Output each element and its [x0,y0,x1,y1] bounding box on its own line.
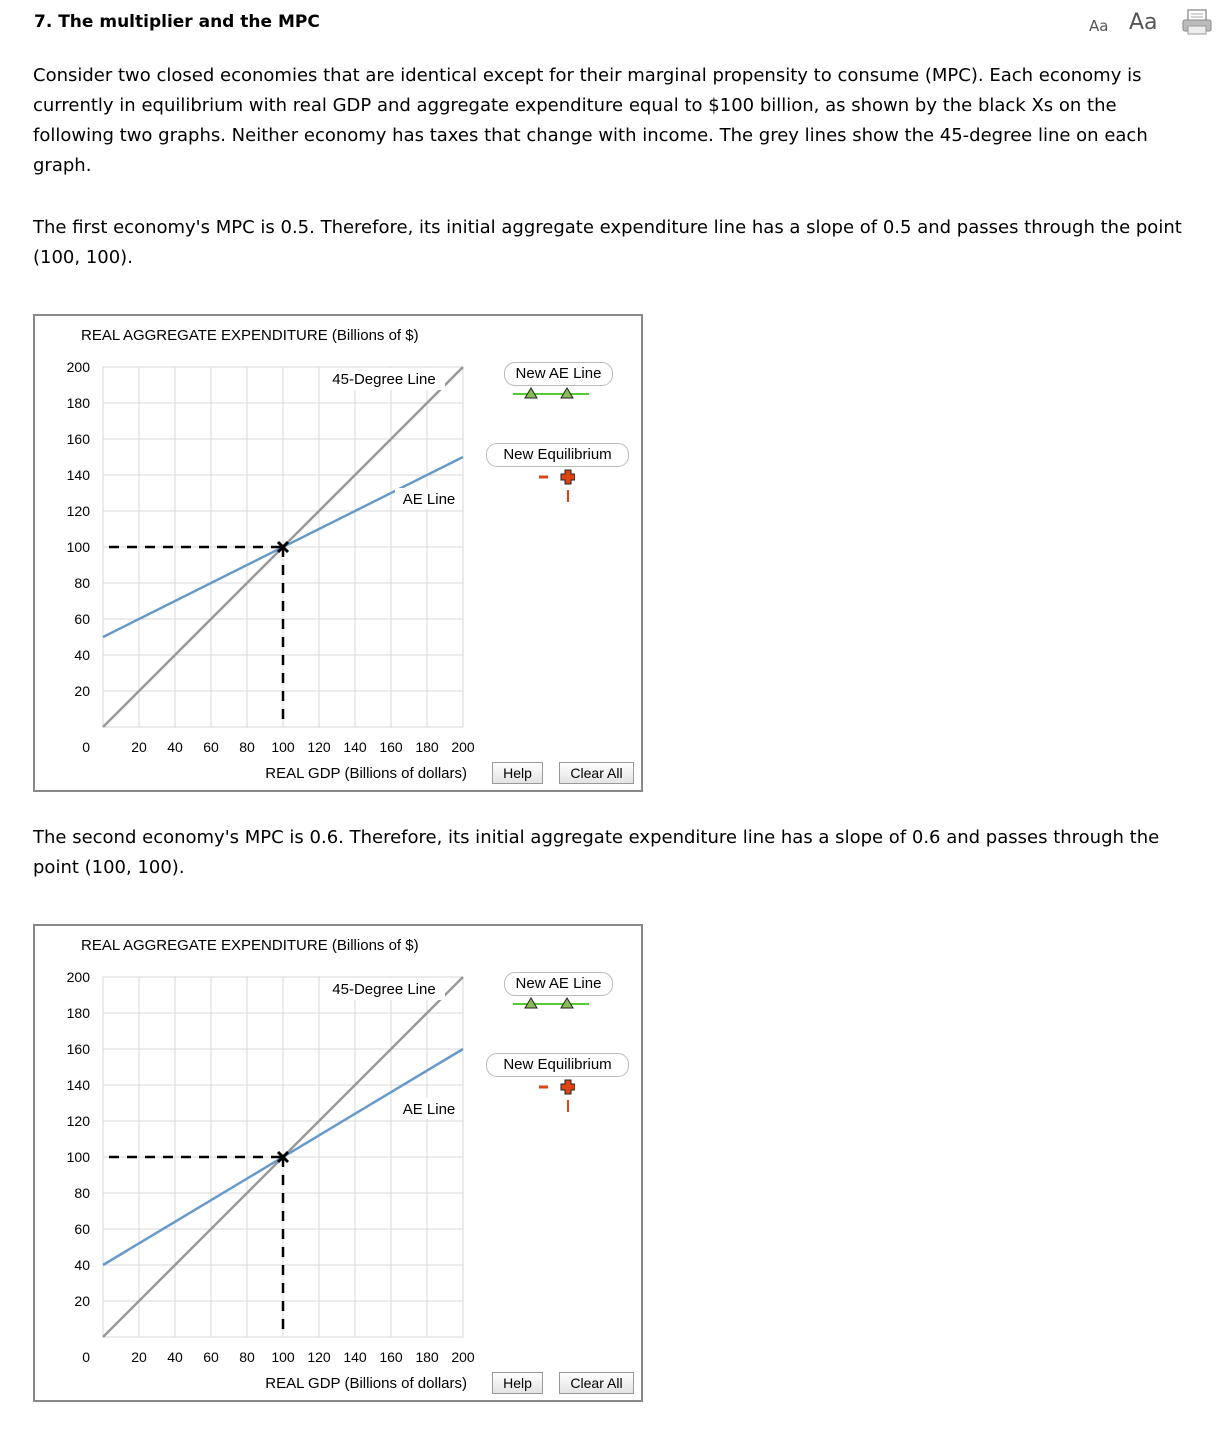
new-equilibrium-label: New Equilibrium [503,446,612,463]
y-tick-label: 80 [74,1185,90,1201]
x-tick-label: 40 [167,1349,183,1365]
new-ae-line-tool[interactable] [504,362,613,386]
x-tick-label: 60 [203,739,219,755]
x-tick-label: 120 [307,1349,331,1365]
x-tick-label: 100 [271,1349,295,1365]
new-ae-line-label: New AE Line [515,975,602,992]
y-tick-label: 60 [74,1221,90,1237]
x-tick-label: 100 [271,739,295,755]
new-ae-line-tool[interactable] [504,972,613,996]
x-tick-label: 200 [451,739,475,755]
y-tick-label: 80 [74,575,90,591]
new-equilibrium-tool[interactable] [486,443,629,467]
new-equilibrium-icon[interactable] [535,466,575,508]
graph-panel-2 [33,924,643,1402]
first-economy-paragraph: The first economy's MPC is 0.5. Therefore, its initial aggregate expenditure line has a slope of 0.5 and passes through the point (100, 100). [33,217,1182,268]
x-tick-label: 140 [343,739,367,755]
x-axis-title: REAL GDP (Billions of dollars) [265,1375,467,1392]
y-tick-label: 180 [66,395,90,411]
y-zero-label: 0 [82,1349,90,1365]
x-tick-label: 140 [343,1349,367,1365]
font-size-small-button[interactable]: Aa [1089,17,1109,35]
x-tick-label: 80 [239,1349,255,1365]
x-tick-label: 20 [131,739,147,755]
line-45-label: 45-Degree Line [332,981,436,998]
x-axis-title: REAL GDP (Billions of dollars) [265,765,467,782]
x-tick-label: 60 [203,1349,219,1365]
y-zero-label: 0 [82,739,90,755]
y-tick-label: 40 [74,647,90,663]
y-tick-label: 100 [66,539,90,555]
x-tick-label: 160 [379,739,403,755]
clear-all-button[interactable]: Clear All [559,1372,634,1394]
y-tick-label: 180 [66,1005,90,1021]
x-tick-label: 120 [307,739,331,755]
y-tick-label: 140 [66,467,90,483]
x-tick-label: 40 [167,739,183,755]
second-economy-paragraph: The second economy's MPC is 0.6. Therefore, its initial aggregate expenditure line has a slope of 0.6 and passes through the point (100, 100). [33,827,1160,878]
y-tick-label: 160 [66,431,90,447]
x-tick-label: 80 [239,739,255,755]
y-tick-label: 60 [74,611,90,627]
font-size-large-button[interactable]: Aa [1129,10,1158,35]
x-tick-label: 180 [415,1349,439,1365]
line-45-label: 45-Degree Line [332,371,436,388]
y-tick-label: 100 [66,1149,90,1165]
new-equilibrium-icon[interactable] [535,1076,575,1118]
y-tick-label: 120 [66,503,90,519]
x-tick-label: 200 [451,1349,475,1365]
y-tick-label: 200 [66,969,90,985]
y-tick-label: 20 [74,683,90,699]
help-button[interactable]: Help [492,1372,543,1394]
y-tick-label: 140 [66,1077,90,1093]
question-title: 7. The multiplier and the MPC [34,12,320,32]
new-equilibrium-tool[interactable] [486,1053,629,1077]
x-tick-label: 180 [415,739,439,755]
clear-all-button[interactable]: Clear All [559,762,634,784]
new-ae-line-label: New AE Line [515,365,602,382]
y-tick-label: 40 [74,1257,90,1273]
new-ae-line-icon[interactable] [511,996,591,1012]
y-tick-label: 160 [66,1041,90,1057]
x-tick-label: 20 [131,1349,147,1365]
y-axis-title: REAL AGGREGATE EXPENDITURE (Billions of $) [81,937,419,954]
intro-paragraph: Consider two closed economies that are identical except for their marginal propensity to consume (MPC). Each economy is currently in equilibrium with real GDP and aggregate expenditure equal to $100 billion, as shown by the black Xs on the following two graphs. Neither economy has taxes that change with income. The grey lines show the 45-degree line on each graph. [33,65,1148,176]
y-axis-title: REAL AGGREGATE EXPENDITURE (Billions of $) [81,327,419,344]
ae-line-label: AE Line [402,491,456,508]
print-icon[interactable] [1182,9,1212,35]
new-equilibrium-label: New Equilibrium [503,1056,612,1073]
ae-line-label: AE Line [402,1101,456,1118]
help-button[interactable]: Help [492,762,543,784]
x-tick-label: 160 [379,1349,403,1365]
y-tick-label: 120 [66,1113,90,1129]
y-tick-label: 200 [66,359,90,375]
y-tick-label: 20 [74,1293,90,1309]
graph-panel-1 [33,314,643,792]
new-ae-line-icon[interactable] [511,386,591,402]
